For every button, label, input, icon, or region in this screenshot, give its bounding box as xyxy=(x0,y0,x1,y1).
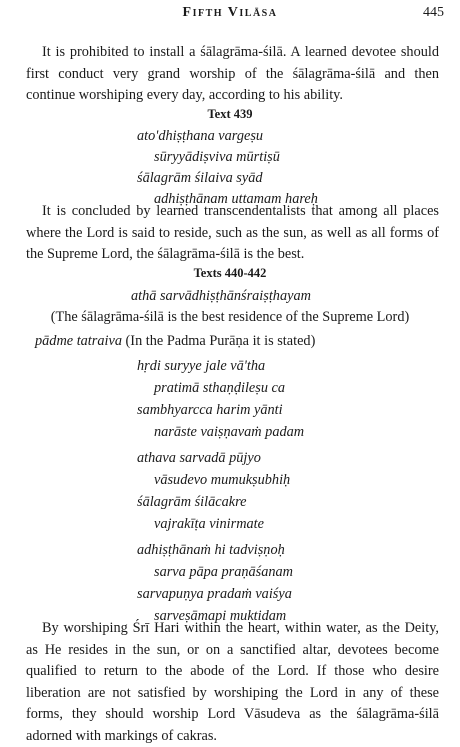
verse-line: pratimā sthaṇḍileṣu ca xyxy=(154,380,286,396)
verse-line: vajrakīṭa vinirmate xyxy=(154,516,264,532)
verse-line: sambhyarcca harim yānti xyxy=(137,402,283,418)
paragraph-3: By worshiping Śrī Hari within the heart, within water, as the Deity, as He resides in the sun, or on a sanctified altar, devotees become qualified to return to the abode of the Lord. If those who desire liberation are not satisfied by worshiping the Lord in any of these forms, they should worship Lord Vāsudeva as the śālagrāma-śilā adorned with markings of cakras. xyxy=(26,620,439,744)
verse-line: narāste vaiṣṇavaṁ padam xyxy=(154,424,305,440)
running-head: Fifth Vilāsa xyxy=(182,5,278,20)
verse-line: sarveṣāmapi muktidam xyxy=(154,608,287,624)
verse-intro: athā sarvādhiṣṭhānśraiṣṭhayam xyxy=(131,288,311,304)
source-reference xyxy=(35,333,315,350)
verse-line: hṛdi suryye jale vā'tha xyxy=(137,358,266,374)
page-number: 445 xyxy=(423,5,444,20)
page-header xyxy=(0,5,460,25)
verse-line: ato'dhiṣṭhana vargeṣu xyxy=(137,128,264,144)
paragraph-1: It is prohibited to install a śālagrāma-śilā. A learned devotee should first conduct very grand worship of the śālagrāma-śilā and then continue worshiping every day, according to his ability. xyxy=(26,44,439,103)
verse-line: sūryyādiṣviva mūrtiṣū xyxy=(154,149,280,165)
paragraph-2: It is concluded by learned transcendentalists that among all places where the Lord is said to reside, such as the sun, as well as all forms of the Supreme Lord, the śālagrāma-śilā is the best. xyxy=(26,203,439,262)
text-heading-439: Text 439 xyxy=(207,107,253,121)
verse-line: sarvapuṇya pradaṁ vaiśya xyxy=(137,586,292,602)
verse-line: adhiṣṭhānam uttamam hareḥ xyxy=(154,191,318,207)
source-note: (In the Padma Purāṇa it is stated) xyxy=(121,333,316,349)
verse-line: adhiṣṭhānaṁ hi tadviṣṇoḥ xyxy=(137,542,285,558)
verse-line: śālagrām śilaiva syād xyxy=(137,170,263,186)
verse-line: athava sarvadā pūjyo xyxy=(137,450,261,466)
verse-line: śālagrām śilācakre xyxy=(137,494,247,510)
verse-translation: (The śālagrāma-śilā is the best residence of the Supreme Lord) xyxy=(50,309,410,325)
verse-line: sarva pāpa praṇāśanam xyxy=(154,564,294,580)
text-heading-440-442: Texts 440-442 xyxy=(193,266,267,280)
verse-line: vāsudevo mumukṣubhiḥ xyxy=(154,472,291,488)
source-title: pādme tatraiva xyxy=(35,333,122,349)
